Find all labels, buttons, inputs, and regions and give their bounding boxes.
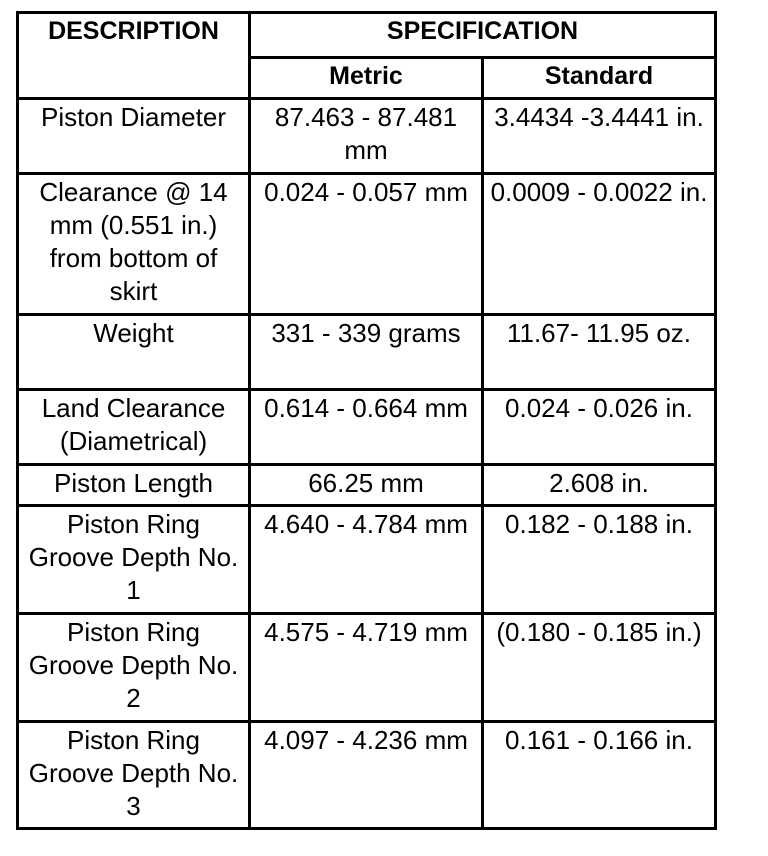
specification-header: SPECIFICATION	[250, 13, 716, 58]
metric-cell: 4.097 - 4.236 mm	[250, 722, 483, 829]
table-row	[18, 614, 716, 722]
header-row-top	[18, 13, 716, 58]
table-row	[18, 465, 716, 506]
table-row	[18, 722, 716, 829]
description-header: DESCRIPTION	[18, 13, 250, 99]
standard-cell: 0.024 - 0.026 in.	[483, 390, 716, 465]
description-cell: Weight	[18, 315, 250, 390]
description-cell: Piston Ring Groove Depth No. 1	[18, 506, 250, 614]
metric-cell: 0.024 - 0.057 mm	[250, 174, 483, 315]
description-cell: Land Clearance (Diametrical)	[18, 390, 250, 465]
description-cell: Piston Diameter	[18, 99, 250, 174]
description-cell: Piston Ring Groove Depth No. 2	[18, 614, 250, 722]
description-cell: Piston Ring Groove Depth No. 3	[18, 722, 250, 829]
metric-cell: 66.25 mm	[250, 465, 483, 506]
table-row	[18, 99, 716, 174]
table-row	[18, 506, 716, 614]
metric-header: Metric	[250, 57, 483, 98]
description-cell: Clearance @ 14 mm (0.551 in.) from bottom of skirt	[18, 174, 250, 315]
standard-cell: 0.182 - 0.188 in.	[483, 506, 716, 614]
standard-cell: (0.180 - 0.185 in.)	[483, 614, 716, 722]
metric-cell: 4.575 - 4.719 mm	[250, 614, 483, 722]
piston-spec-table	[16, 11, 717, 830]
standard-cell: 11.67- 11.95 oz.	[483, 315, 716, 390]
standard-cell: 2.608 in.	[483, 465, 716, 506]
table-row	[18, 390, 716, 465]
standard-cell: 3.4434 -3.4441 in.	[483, 99, 716, 174]
standard-cell: 0.161 - 0.166 in.	[483, 722, 716, 829]
metric-cell: 0.614 - 0.664 mm	[250, 390, 483, 465]
table-row	[18, 315, 716, 390]
standard-cell: 0.0009 - 0.0022 in.	[483, 174, 716, 315]
metric-cell: 331 - 339 grams	[250, 315, 483, 390]
metric-cell: 4.640 - 4.784 mm	[250, 506, 483, 614]
description-cell: Piston Length	[18, 465, 250, 506]
table-row	[18, 174, 716, 315]
standard-header: Standard	[483, 57, 716, 98]
metric-cell: 87.463 - 87.481 mm	[250, 99, 483, 174]
